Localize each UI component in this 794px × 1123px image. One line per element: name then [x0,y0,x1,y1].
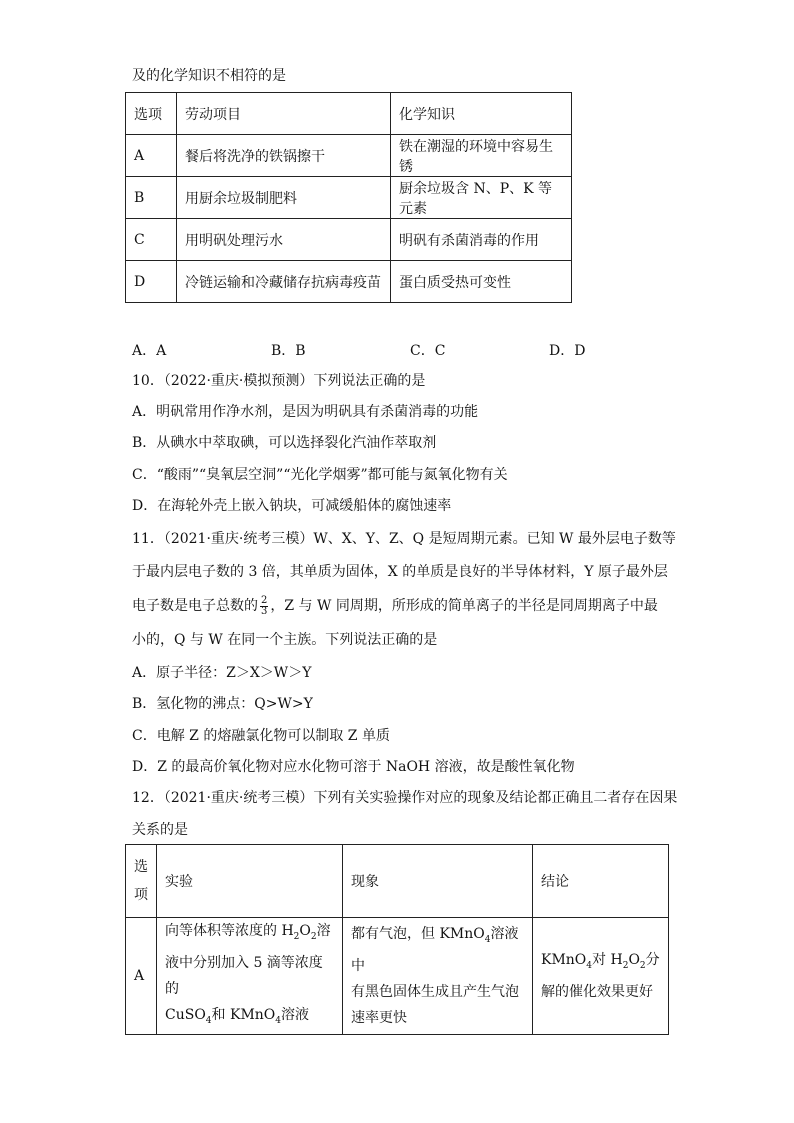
con-text: 对 H [592,951,623,968]
subscript: 4 [275,1015,282,1026]
header-labor-item: 劳动项目 [177,93,391,135]
subscript: 4 [205,1015,212,1026]
q10-option-c: C．“酸雨”“臭氧层空洞”“光化学烟雾”都可能与氮氧化物有关 [132,467,508,483]
fraction-two-thirds [260,596,268,617]
row-phenomenon [343,918,533,1035]
exp-text: 向等体积等浓度的 H [165,923,294,939]
obs-text: 都有气泡，但 KMnO [351,925,485,942]
row-conclusion [533,918,669,1035]
table-row [126,219,572,261]
row-knowledge: 铁在潮湿的环境中容易生锈 [391,135,572,177]
row-option: A [126,918,157,1035]
q11-stem-line3 [132,594,658,618]
q11-option-c: C．电解 Z 的熔融氯化物可以制取 Z 单质 [132,728,390,744]
q10-stem: 10．（2022·重庆·模拟预测）下列说法正确的是 [132,373,426,389]
exp-line3 [165,1002,334,1034]
table-row [126,177,572,219]
subscript: 4 [484,934,491,945]
q9-option-d: D．D [549,343,586,359]
row-labor: 冷链运输和冷藏储存抗病毒疫苗 [177,261,391,303]
q11-line3-post: ，Z 与 W 同周期，所形成的简单离子的半径是同周期离子中最 [270,598,658,614]
q9-option-b: B．B [271,343,306,359]
fraction-denominator: 3 [261,605,268,617]
con-line2: 解的催化效果更好 [541,983,653,1000]
q11-stem-line1: 11．（2021·重庆·统考三模）W、X、Y、Z、Q 是短周期元素。已知 W 最外层电子数等 [132,531,676,547]
row-option: B [126,177,177,219]
table-header-row [126,845,669,918]
q11-stem-line2: 于最内层电子数的 3 倍，其单质为固体，X 的单质是良好的半导体材料，Y 原子最外层 [132,564,668,580]
table-row [126,135,572,177]
q11-line3-pre: 电子数是电子总数的 [132,598,258,614]
q11-option-a: A．原子半径：Z＞X＞W＞Y [132,665,312,681]
q10-option-b: B．从碘水中萃取碘，可以选择裂化汽油作萃取剂 [132,435,437,451]
experiment-table [125,844,669,1035]
q11-option-d: D．Z 的最高价氧化物对应水化物可溶于 NaOH 溶液，故是酸性氧化物 [132,759,575,775]
q12-stem-line1: 12．（2021·重庆·统考三模）下列有关实验操作对应的现象及结论都正确且二者存在因果 [132,790,678,806]
q11-option-b: B．氢化物的沸点：Q>W>Y [132,696,313,712]
row-labor: 用明矾处理污水 [177,219,391,261]
obs-line1 [351,921,524,979]
exp-text: O [299,923,311,939]
header-chem-knowledge: 化学知识 [391,93,572,135]
q12-stem-line2: 关系的是 [132,822,188,838]
row-option: C [126,219,177,261]
exp-text: 和 KMnO [211,1006,276,1023]
row-knowledge: 厨余垃圾含 N、P、K 等元素 [391,177,572,219]
intro-text: 及的化学知识不相符的是 [132,68,286,84]
subscript: 2 [639,960,646,971]
obs-text: 溶液中 [351,925,519,974]
row-knowledge: 蛋白质受热可变性 [391,261,572,303]
row-option: D [126,261,177,303]
q10-option-a: A．明矾常用作净水剂，是因为明矾具有杀菌消毒的功能 [132,404,479,420]
q10-option-d: D．在海轮外壳上嵌入钠块，可减缓船体的腐蚀速率 [132,498,452,514]
subscript: 4 [586,960,593,971]
table-row [126,918,669,1035]
row-knowledge: 明矾有杀菌消毒的作用 [391,219,572,261]
subscript: 2 [310,931,317,942]
subscript: 2 [622,960,629,971]
header-option: 选项 [126,93,177,135]
exp-text: 溶 [316,923,331,939]
header-option [126,845,157,918]
con-line1 [541,947,660,979]
q9-option-a: A．A [132,343,167,359]
header-phenomenon: 现象 [343,845,533,918]
labor-knowledge-table [125,92,572,303]
exp-line2: 液中分别加入 5 滴等浓度的 [165,954,323,997]
exp-text: CuSO [165,1006,206,1023]
fraction-numerator: 2 [261,594,268,606]
table-row [126,261,572,303]
row-labor: 用厨余垃圾制肥料 [177,177,391,219]
exp-line1 [165,918,334,950]
header-experiment: 实验 [157,845,343,918]
row-experiment [157,918,343,1035]
row-labor: 餐后将洗净的铁锅擦干 [177,135,391,177]
header-option-line1: 选 [134,859,148,875]
q11-stem-line4: 小的，Q 与 W 在同一个主族。下列说法正确的是 [132,632,438,648]
obs-line2: 有黑色固体生成且产生气泡 [351,983,519,1000]
table-header-row [126,93,572,135]
header-conclusion: 结论 [533,845,669,918]
exp-text: 溶液 [281,1006,310,1023]
header-option-line2: 项 [134,887,148,903]
subscript: 2 [293,931,300,942]
row-option: A [126,135,177,177]
con-text: KMnO [541,951,587,968]
obs-line3: 速率更快 [351,1009,407,1026]
q9-option-c: C．C [410,343,446,359]
con-text: 分 [645,951,660,968]
con-text: O [628,951,640,968]
